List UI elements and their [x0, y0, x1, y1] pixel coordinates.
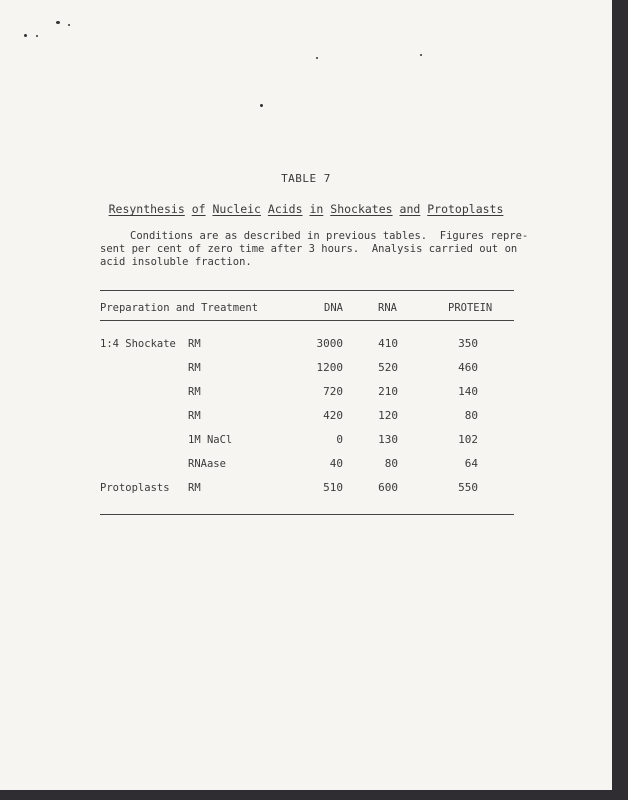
title-word: of	[191, 202, 206, 216]
row-preparation: 1:4 Shockate	[100, 338, 176, 350]
table-label: TABLE 7	[281, 172, 331, 185]
row-dna: 720	[323, 385, 343, 398]
speck	[260, 104, 263, 107]
row-treatment: RM	[188, 386, 201, 398]
row-rna: 520	[378, 361, 398, 374]
header-rna: RNA	[378, 302, 397, 314]
row-treatment: RNAase	[188, 458, 226, 470]
row-rna: 410	[378, 337, 398, 350]
row-protein: 350	[458, 337, 478, 350]
row-protein: 80	[464, 409, 478, 422]
title-word: in	[309, 202, 324, 216]
title-word: Resynthesis	[108, 202, 185, 216]
row-preparation: Protoplasts	[100, 482, 170, 494]
row-protein: 460	[458, 361, 478, 374]
row-dna: 0	[336, 433, 343, 446]
header-dna: DNA	[324, 302, 343, 314]
speck	[420, 54, 422, 56]
table-title	[0, 202, 612, 216]
row-dna: 3000	[316, 337, 343, 350]
row-dna: 40	[329, 457, 343, 470]
row-treatment: RM	[188, 410, 201, 422]
row-rna: 600	[378, 481, 398, 494]
speck	[24, 34, 27, 37]
row-protein: 550	[458, 481, 478, 494]
row-treatment: RM	[188, 362, 201, 374]
row-protein: 102	[458, 433, 478, 446]
table-top-rule	[100, 290, 514, 291]
title-word: Shockates	[330, 202, 393, 216]
title-word: Nucleic	[212, 202, 261, 216]
description-line: acid insoluble fraction.	[100, 256, 252, 268]
row-rna: 210	[378, 385, 398, 398]
header-protein: PROTEIN	[448, 302, 493, 314]
row-rna: 80	[384, 457, 398, 470]
row-protein: 64	[464, 457, 478, 470]
title-word: Protoplasts	[427, 202, 504, 216]
title-word: and	[399, 202, 421, 216]
description-line: sent per cent of zero time after 3 hours. Analysis carried out on	[100, 243, 518, 255]
row-dna: 420	[323, 409, 343, 422]
description-line: Conditions are as described in previous tables. Figures repre-	[130, 230, 529, 242]
row-treatment: RM	[188, 338, 201, 350]
row-protein: 140	[458, 385, 478, 398]
header-rule	[100, 320, 514, 321]
speck	[56, 21, 60, 24]
table-description	[100, 230, 529, 269]
row-dna: 510	[323, 481, 343, 494]
title-word: Acids	[267, 202, 303, 216]
table-bottom-rule	[100, 514, 514, 515]
speck	[316, 57, 318, 59]
header-preparation: Preparation and Treatment	[100, 302, 259, 314]
row-rna: 120	[378, 409, 398, 422]
row-treatment: RM	[188, 482, 201, 494]
speck	[36, 35, 38, 37]
row-rna: 130	[378, 433, 398, 446]
row-dna: 1200	[316, 361, 343, 374]
row-treatment: 1M NaCl	[188, 434, 233, 446]
speck	[68, 24, 70, 26]
